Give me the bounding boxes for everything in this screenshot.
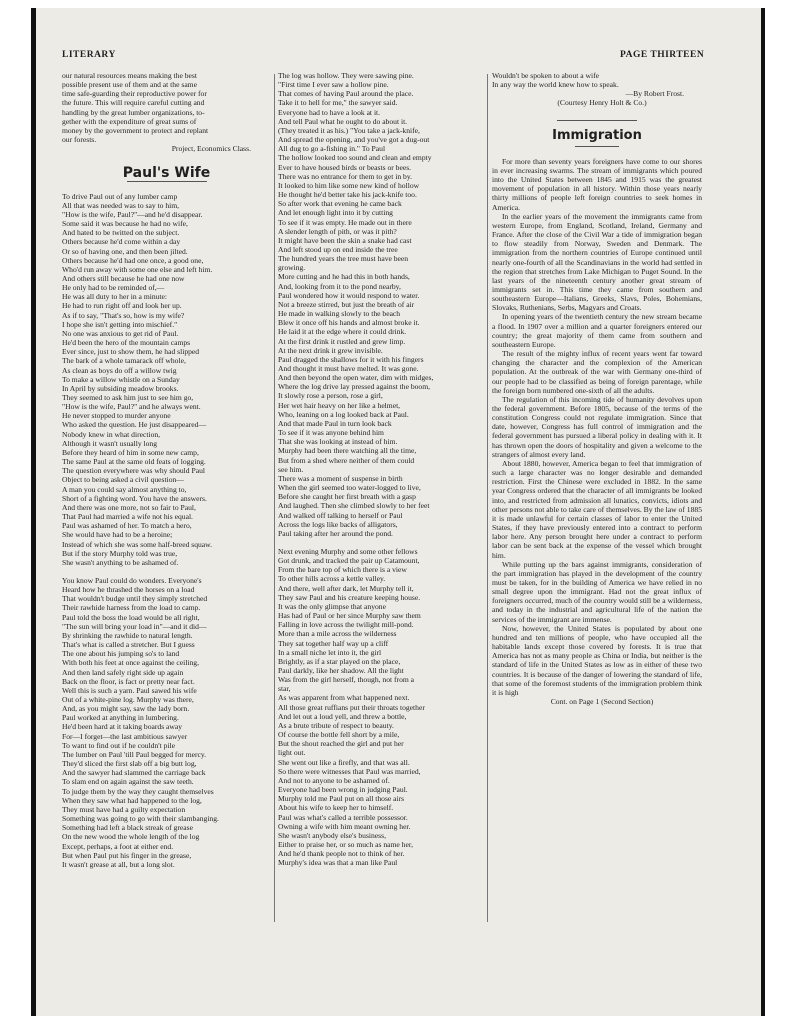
poem-line: So after work that evening he came back <box>278 199 402 209</box>
poem-line: To see if it was empty. He made out in there <box>278 217 412 227</box>
poem-line: Except, perhaps, a foot at either end. <box>62 841 174 851</box>
poem-line: And that made Paul in turn look back <box>278 418 392 428</box>
poem-line: You know Paul could do wonders. Everyone's <box>62 575 202 585</box>
poem-line: She went out like a firefly, and that was all. <box>278 757 410 767</box>
poem-line: Either to praise her, or so much as name her, <box>278 839 413 849</box>
poem-line: Before she caught her first breath with a gasp <box>278 492 416 502</box>
poem-ending <box>492 71 702 89</box>
text-line: time safe-guarding their reproductive power for <box>62 89 207 99</box>
poem-line: Paul dragged the shallows for it with his fingers <box>278 354 424 364</box>
poem-line: The same Paul at the same old feats of logging. <box>62 457 206 467</box>
title-rule <box>575 146 619 147</box>
poem-line: But from a shed where neither of them could <box>278 455 415 465</box>
poem-line: And thought it must have melted. It was gone. <box>278 364 419 373</box>
poem-line: Next evening Murphy and some other fellows <box>278 546 418 556</box>
poem-line: He'd been the hero of the mountain camps <box>62 338 191 348</box>
poem-line: Others because he'd had one once, a good one, <box>62 255 204 265</box>
poem-line: A slender length of pith, or was it pith? <box>278 226 397 236</box>
poem-line: So there were witnesses that Paul was married, <box>278 766 421 776</box>
poem-line: Back on the floor, is fact or pretty near fact. <box>62 676 195 686</box>
poem-line: He had to run right off and look her up. <box>62 301 182 311</box>
poem-line: Well this is such a yarn. Paul sawed his wife <box>62 685 197 695</box>
poem-line: The hollow looked too sound and clean and empty <box>278 153 432 163</box>
poem-line: That she was looking at instead of him. <box>278 437 398 447</box>
poem-stanza <box>278 547 483 867</box>
poem-line: Out of a white-pine log. Murphy was there, <box>62 695 194 704</box>
poem-line: That wouldn't budge until they simply stretched <box>62 594 208 604</box>
text-line: our natural resources means making the best <box>62 71 197 80</box>
poem-line: Their rawhide harness from the load to camp. <box>62 603 201 613</box>
continued-note: Cont. on Page 1 (Second Section) <box>550 697 654 706</box>
poem-line: And left stood up on end inside the tree <box>278 244 398 254</box>
poem-line: She wasn't anything to be ashamed of. <box>62 557 179 567</box>
poem-line: And, as you might say, saw the lady born. <box>62 704 190 714</box>
poem-line: And laughed. Then she climbed slowly to her feet <box>278 501 430 511</box>
poem-line: To slam end on again against the saw teeth. <box>62 777 194 787</box>
poem-line: They saw Paul and his creature keeping house. <box>278 592 421 602</box>
article-paragraph: About 1880, however, America began to feel that immigration of such a large character was no longer desirable and demanded restriction. First the Chinese were excluded in 1882. In the same year Congress ordered that the character of all immigrants be looked into, and restricted from admission all lunatics, convicts, idiots and other persons not able to take care of themselves. By the law of 1885 it is made unlawful for certain classes of labor to enter the United States, if they have previously entered into a contract to perform labor here. Any person brought here under a contract to perform labor can be sent back at the expense of the vessel which brought him. <box>492 458 702 560</box>
poem-line: To drive Paul out of any lumber camp <box>62 191 178 201</box>
poem-line: Got drunk, and tracked the pair up Catamount, <box>278 556 420 566</box>
poem-line: When the girl seemed too water-logged to live, <box>278 483 421 493</box>
poem-line: She would have had to be a heroine; <box>62 530 173 540</box>
poem-line: That's what is called a stretcher. But I guess <box>62 640 195 650</box>
poem-line: But if the story Murphy told was true, <box>62 548 178 558</box>
poem-line: To judge them by the way they caught themselves <box>62 786 214 796</box>
poem-line: Was from the girl herself, though, not from a <box>278 675 415 685</box>
poem-line: About his wife to keep her to himself. <box>278 803 394 813</box>
poem-line: All that was needed was to say to him, <box>62 200 180 210</box>
poem-line: At the first drink it rustled and grew limp. <box>278 336 406 346</box>
poem-line: But when Paul put his finger in the grease, <box>62 850 192 860</box>
poem-line: "First time I ever saw a hollow pine. <box>278 80 389 90</box>
poem-line: To make a willow whistle on a Sunday <box>62 374 180 384</box>
poem-line: And hated to be twitted on the subject. <box>62 228 180 238</box>
poem-line: And spread the opening, and you've got a dug-out <box>278 135 430 145</box>
poem-line: And not to anyone to be ashamed of. <box>278 775 390 785</box>
page-number-header: PAGE THIRTEEN <box>620 50 705 60</box>
poem-line: And there, well after dark, let Murphy tell it, <box>278 583 414 593</box>
poem-line: That comes of having Paul around the place. <box>278 89 414 99</box>
poem-line: No one was anxious to get rid of Paul. <box>62 328 179 338</box>
poem-line: Paul wondered how it would respond to water. <box>278 290 420 300</box>
poem-line: He only had to be reminded of,— <box>62 283 165 293</box>
poem-line: More than a mile across the wilderness <box>278 629 397 639</box>
text-line: possible present use of them and at the same <box>62 80 197 90</box>
poem-line: Some said it was because he had no wife, <box>62 219 188 229</box>
poem-line: He'd been hard at it taking boards away <box>62 722 183 732</box>
article-paragraph: While putting up the bars against immigrants, consideration of the part immigration has played in the development of the country must be taken, for in the building of America we have relied in no small degree upon the immigrant. Had not the great influx of foreigners occurred, much of the country would still be a wilderness, and today in the industrial and agricultural life of the nation the services of the immigrant are immense. <box>492 559 702 624</box>
poem-line: He was all duty to her in a minute: <box>62 292 168 302</box>
immigration-article-body <box>492 157 702 697</box>
poem-line: "The sun will bring your load in"—and it did— <box>62 621 207 631</box>
article-title: Immigration <box>492 120 702 147</box>
poem-line: Falling in love across the twilight mill-pond. <box>278 620 414 630</box>
poem-line: It wasn't grease at all, but a long slot. <box>62 859 175 869</box>
poem-line: There was a moment of suspense in birth <box>278 473 403 483</box>
poem-line: And tell Paul what he ought to do about it. <box>278 116 408 126</box>
poem-line: In a small niche let into it, the girl <box>278 647 382 657</box>
poem-line: Owning a wife with him meant owning her. <box>278 821 411 831</box>
article-signoff: Project, Economics Class. <box>171 144 251 154</box>
text-line: our forests. <box>62 135 97 145</box>
poem-line: Ever since, just to show them, he had slipped <box>62 347 200 357</box>
column-left <box>62 71 271 931</box>
poem-line: And then beyond the open water, dim with midges, <box>278 373 434 383</box>
poem-line: In any way the world knew how to speak. <box>492 80 619 90</box>
poem-byline: —By Robert Frost. <box>625 89 684 99</box>
poem-line: Paul told the boss the load would be all right, <box>62 612 200 622</box>
text-line: handling by the great lumber organizations, to- <box>62 107 205 117</box>
poem-line: The bark of a whole tamarack off whole, <box>62 356 186 366</box>
poem-line: To other hills across a kettle valley. <box>278 574 386 584</box>
text-line: money by the government to protect and replant <box>62 125 209 135</box>
poem-line: And, looking from it to the pond nearby, <box>278 281 401 291</box>
poem-stanza <box>278 71 483 538</box>
poem-line: Instead of which she was some half-breed squaw. <box>62 539 213 549</box>
article-paragraph: In the earlier years of the movement the immigrants came from western Europe, from England, Scotland, Ireland, Germany and France. After the close of the Civil War a tide of immigration began to flow steadily from Norway, Sweden and Denmark. The immigration from the northern countries of Europe continued until nearly one-fourth of all the Scandinavians in the world had settled in the region that stretches from Lake Michigan to Puget Sound. In the last years of the nineteenth century another great stream of immigrants set in. This time they came from southern and southeastern Europe—Italians, Greeks, Slavs, Poles, Bohemians, Slovaks, Ruthenians, Serbs, Magyars and Croats. <box>492 211 702 313</box>
column-middle <box>278 71 483 941</box>
poem-line: Of course the bottle fell short by a mile, <box>278 730 400 740</box>
poem-line: The log was hollow. They were sawing pine. <box>278 71 414 80</box>
poem-line: Others because he'd come within a day <box>62 237 181 247</box>
poem-line: see him. <box>278 464 304 474</box>
poem-line: To want to find out if he couldn't pile <box>62 740 176 750</box>
poem-line: It was the only glimpse that anyone <box>278 601 386 611</box>
poem-line: Or so of having one, and then been jilted. <box>62 246 188 256</box>
poem-line: light out. <box>278 748 306 758</box>
poem-line: It might have been the skin a snake had cast <box>278 235 412 245</box>
poem-line: He never stopped to murder anyone <box>62 411 171 421</box>
poem-line: More cutting and he had this in both hands, <box>278 272 410 282</box>
poem-line: All those great ruffians put their throats together <box>278 702 425 712</box>
poem-courtesy: (Courtesy Henry Holt & Co.) <box>557 98 647 108</box>
poem-stanza <box>62 192 271 567</box>
poem-line: Object to being asked a civil question— <box>62 475 184 485</box>
text-line: the future. This will require careful cutting and <box>62 98 205 108</box>
poem-line: Not a breeze stirred, but just the breath of air <box>278 299 415 309</box>
poem-line: And let enough light into it by cutting <box>278 208 393 218</box>
poem-line: As a brute tribute of respect to beauty. <box>278 720 394 730</box>
poem-line: At the next drink it grew invisible. <box>278 345 383 355</box>
poem-line: star, <box>278 684 291 694</box>
article-paragraph: For more than seventy years foreigners have come to our shores in ever increasing swarms. The stream of immigrants which poured into the United States between 1845 and 1915 was the greatest movement of population in all history. Within those years nearly thirty millions of people left foreign countries to seek homes in America. <box>492 156 702 212</box>
article-paragraph: In opening years of the twentieth century the new stream became a flood. In 1907 over a million and a quarter foreigners entered our country; the great majority of them came from southern and southeastern Europe. <box>492 312 702 349</box>
poem-line: Nobody knew in what direction, <box>62 429 161 439</box>
poem-line: A man you could say almost anything to, <box>62 484 187 494</box>
poem-line: By shrinking the rawhide to natural length. <box>62 630 193 640</box>
title-rule <box>557 120 637 121</box>
poem-line: In April by subsiding meadow brooks. <box>62 383 179 393</box>
poem-line: Where the log drive lay pressed against the boom, <box>278 382 431 392</box>
poem-line: And the sawyer had slammed the carriage back <box>62 768 206 778</box>
poem-line: Everyone had to have a look at it. <box>278 107 381 117</box>
poem-line: Murphy told me Paul put on all those airs <box>278 794 405 804</box>
poem-line: Has had of Paul or her since Murphy saw them <box>278 611 421 621</box>
poem-line: All dug to go a-fishing in." To Paul <box>278 144 386 154</box>
poem-line: It looked to him like some new kind of hollow <box>278 180 420 190</box>
poem-line: She wasn't anybody else's business, <box>278 830 386 840</box>
poem-line: Ever to have housed birds or beasts or bees. <box>278 162 412 172</box>
poem-line: I hope she isn't getting into mischief." <box>62 319 178 329</box>
poem-line: Murphy had been there watching all the time, <box>278 446 417 456</box>
poem-title: Paul's Wife <box>122 165 211 182</box>
poem-line: Take it to hell for me," the sawyer said. <box>278 98 398 108</box>
poem-line: And he'd thank people not to think of her. <box>278 849 405 859</box>
poem-line: He laid it at the edge where it could drink. <box>278 327 407 337</box>
poem-line: Brightly, as if a star played on the place, <box>278 656 401 666</box>
section-header: LITERARY <box>62 50 116 60</box>
poem-line: Who'd run away with some one else and left him. <box>62 264 213 274</box>
poem-line: Short of a fighting word. You have the answers. <box>62 493 207 503</box>
column-divider <box>274 74 275 922</box>
poem-line: And then land safely right side up again <box>62 667 184 677</box>
poem-line: Something had left a black streak of grease <box>62 823 193 833</box>
poem-line: (They treated it as his.) "You take a jack-knife, <box>278 125 420 135</box>
poem-line: Wouldn't be spoken to about a wife <box>492 71 600 80</box>
poem-line: On the new wood the whole length of the log <box>62 832 200 842</box>
poem-line: With both his feet at once against the ceiling, <box>62 658 199 668</box>
poem-line: Paul taking after her around the pond. <box>278 528 393 538</box>
poem-line: Who, leaning on a log looked back at Paul. <box>278 409 409 419</box>
article-paragraph: The result of the mighty influx of recent years went far toward changing the character and the complexion of the American population. At the outbreak of the war with Germany one-third of our people had to be classified as being of foreign parentage, while the foreign born numbered one-sixth of all the adults. <box>492 349 702 395</box>
poem-line: Paul was what's called a terrible possessor. <box>278 812 408 822</box>
poem-line: Heard how he thrashed the horses on a load <box>62 585 195 595</box>
poem-line: And others still because he had one now <box>62 273 185 283</box>
poem-line: Everyone had been wrong in judging Paul. <box>278 785 408 795</box>
poem-line: Paul darkly, like her shadow. All the light <box>278 666 404 675</box>
poem-line: And walked off talking to herself or Paul <box>278 510 403 520</box>
poem-line: He thought he'd better take his jack-knife too. <box>278 190 417 200</box>
poem-line: For—I forget—the last ambitious sawyer <box>62 731 188 741</box>
poem-line: As was apparent from what happened next. <box>278 693 410 703</box>
poem-line: They seemed to ask him just to see him go, <box>62 393 194 402</box>
poem-line: growing. <box>278 263 306 273</box>
poem-line: When they saw what had happened to the log, <box>62 795 202 805</box>
poem-line: Something was going to go with their slambanging. <box>62 814 219 824</box>
poem-line: And there was one more, not so fair to Paul, <box>62 502 196 512</box>
poem-line: The lumber on Paul 'till Paul begged for mercy. <box>62 749 207 759</box>
economics-article-ending <box>62 71 271 144</box>
poem-line: They sat together half way up a cliff <box>278 638 389 648</box>
poem-line: As clean as boys do off a willow twig <box>62 365 177 375</box>
column-divider <box>487 74 488 922</box>
poem-line: To see if it was anyone behind him <box>278 428 384 438</box>
poem-line: It slowly rose a person, rose a girl, <box>278 391 383 401</box>
poem-line: The hundred years the tree must have been <box>278 254 409 264</box>
poem-line: They'd sliced the first slab off a big butt log, <box>62 759 197 769</box>
poem-line: Paul was ashamed of her. To match a hero, <box>62 521 192 531</box>
poem-line: Her wet hair heavy on her like a helmet, <box>278 400 401 410</box>
poem-line: Paul worked at anything in lumbering. <box>62 713 179 723</box>
poem-line: "How is the wife, Paul?" and he always went. <box>62 402 201 412</box>
poem-line: But the shout reached the girl and put her <box>278 739 404 749</box>
poem-line: And let out a loud yell, and threw a bottle, <box>278 711 407 721</box>
poem-line: Although it wasn't usually long <box>62 438 158 448</box>
poem-line: The one about his jumping so's to land <box>62 649 180 659</box>
poem-line: That Paul had married a wife not his equal. <box>62 512 193 522</box>
poem-line: Across the logs like backs of alligators, <box>278 519 398 529</box>
poem-line: From the bare top of which there is a view <box>278 565 407 575</box>
poem-line: As if to say, "That's so, how is my wife? <box>62 310 185 320</box>
poem-line: The question everywhere was why should Paul <box>62 466 205 476</box>
poem-line: They must have had a guilty expectation <box>62 804 186 814</box>
poem-line: Blew it once off his hands and almost broke it. <box>278 318 420 328</box>
column-right <box>492 71 702 941</box>
poem-line: Who asked the question. He just disappeared— <box>62 420 207 430</box>
poem-line: "How is the wife, Paul?"—and he'd disappear. <box>62 209 203 219</box>
poem-stanza <box>62 576 271 869</box>
article-paragraph: The regulation of this incoming tide of humanity devolves upon the federal government. Before 1805, because of the terms of the constitution Congress could not regulate immigration. Since that date, however, Congress has full control of immigration and the federal government has pursued a liberal policy in dealing with it. It has thrown open the doors of hospitality and given a welcome to the strangers of almost every land. <box>492 394 702 459</box>
article-paragraph: Now, however, the United States is populated by about one hundred and ten millions of people, who have occupied all the habitable lands except those covered by forests. It is true that America has not as many people as China or India, but neither is the standard of life in the United States as low as in either of these two countries. It is because of the danger of lowering the standard of life, that some of the foremost students of the immigration problem think it is high <box>492 623 702 697</box>
text-line: gether with the expenditure of great sums of <box>62 116 197 126</box>
poem-line: There was no entrance for them to get in by. <box>278 171 413 181</box>
poem-line: Murphy's idea was that a man like Paul <box>278 858 398 868</box>
poem-line: Before they heard of him in some new camp, <box>62 447 199 457</box>
poem-line: He made in walking slowly to the beach <box>278 309 401 319</box>
